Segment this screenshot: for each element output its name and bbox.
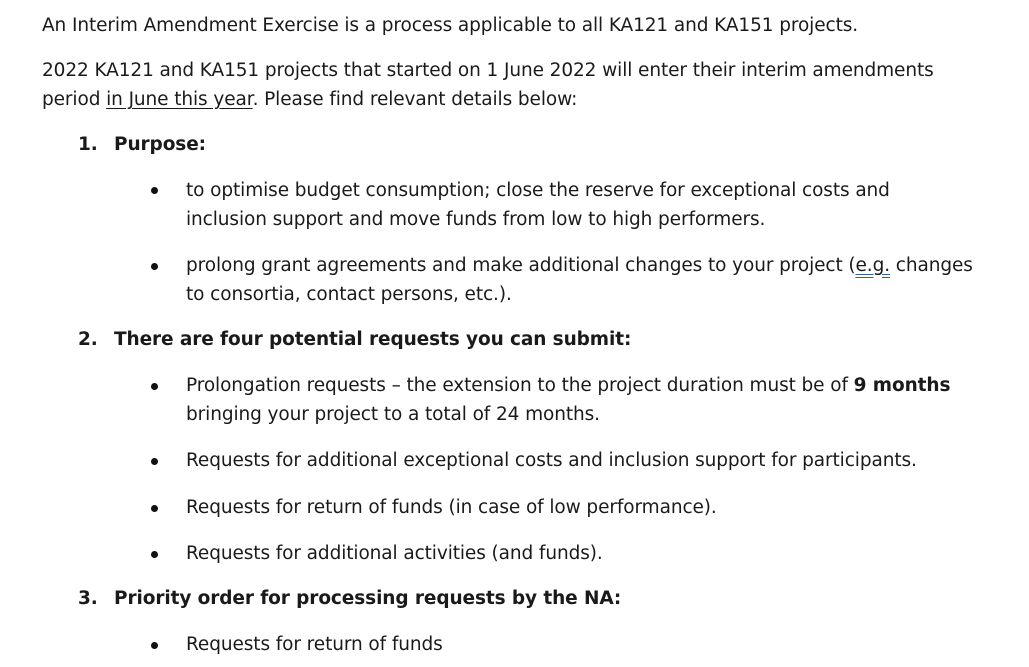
list-item-text: Requests for return of funds [186, 634, 443, 655]
list-item-text: Requests for return of funds (in case of low performance). [186, 497, 717, 518]
bullet-icon [151, 642, 158, 649]
list-item-text: bringing your project to a total of 24 months. [186, 404, 600, 425]
bullet-icon [151, 458, 158, 465]
bullet-icon [151, 505, 158, 512]
list-item-text-end: changes [890, 255, 973, 276]
list-item-text: inclusion support and move funds from low to high performers. [186, 209, 766, 230]
list-item-text: Requests for additional activities (and funds). [186, 543, 603, 564]
list-item-text: to optimise budget consumption; close the reserve for exceptional costs and [186, 180, 890, 201]
intro-line-3-end: . Please find relevant details below: [252, 89, 578, 110]
section-heading-priority: Priority order for processing requests by the NA: [114, 588, 622, 609]
list-item-text-start: Prolongation requests – the extension to the project duration must be of [186, 375, 854, 396]
bullet-icon [151, 551, 158, 558]
june-underlined-text: in June this year [106, 89, 253, 110]
intro-line-3 [42, 89, 577, 111]
list-item-text: to consortia, contact persons, etc.). [186, 284, 512, 305]
section-number-3: 3. [78, 588, 98, 609]
list-item-text: Requests for additional exceptional costs and inclusion support for participants. [186, 450, 917, 471]
list-item-text-start: prolong grant agreements and make additional changes to your project ( [186, 255, 856, 276]
bullet-icon [151, 187, 158, 194]
intro-line-3-text: period [42, 89, 107, 110]
section-number-2: 2. [78, 329, 98, 350]
list-item-text [186, 255, 973, 277]
intro-paragraph [42, 15, 858, 37]
intro-line-1: An Interim Amendment Exercise is a process applicable to all KA121 and KA151 projects. [42, 15, 859, 36]
section-heading-requests: There are four potential requests you can submit: [114, 329, 632, 350]
eg-proofing-mark: e.g. [855, 255, 891, 276]
bold-duration: 9 months [853, 375, 951, 396]
bullet-icon [151, 263, 158, 270]
list-item-text [186, 375, 950, 397]
section-heading-purpose: Purpose: [114, 134, 206, 155]
bullet-icon [151, 383, 158, 390]
intro-line-2: 2022 KA121 and KA151 projects that started on 1 June 2022 will enter their interim amendments [42, 60, 934, 81]
section-number-1: 1. [78, 134, 98, 155]
